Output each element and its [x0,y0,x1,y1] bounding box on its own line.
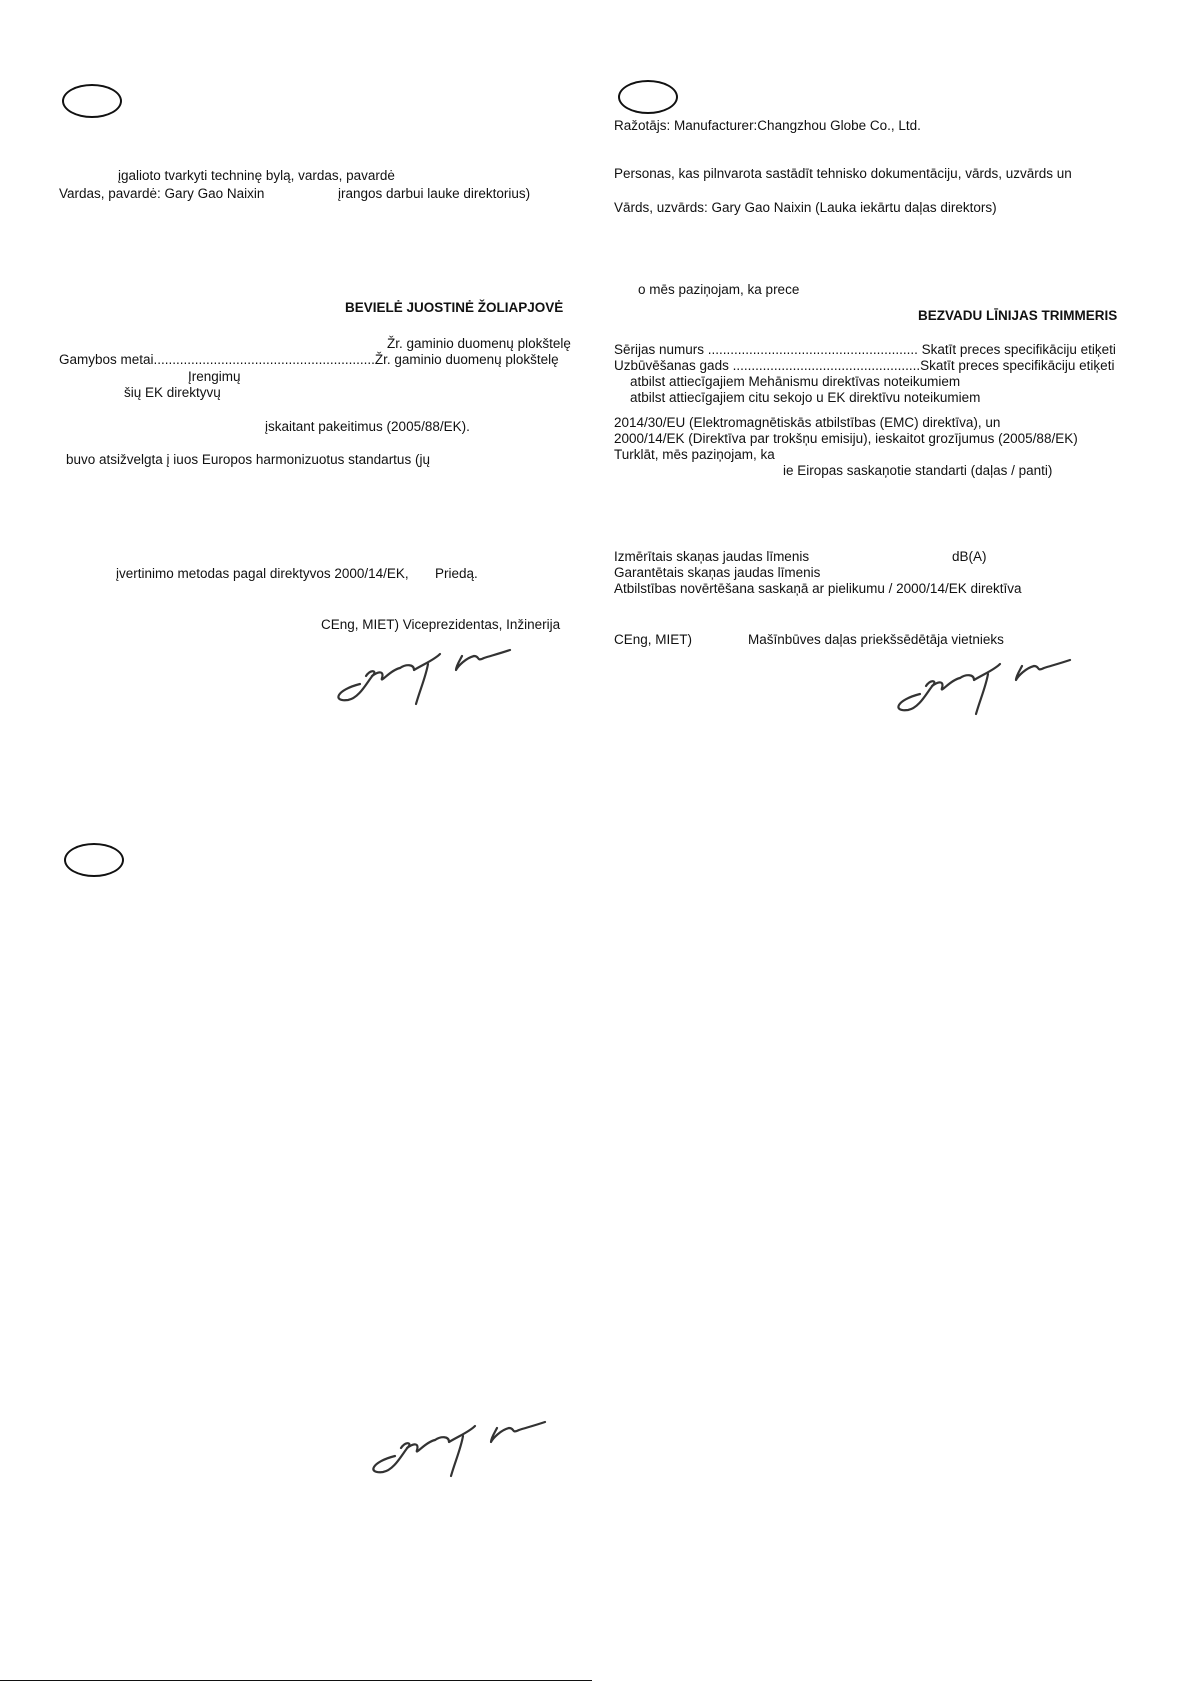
annex-label: Priedą. [435,566,478,581]
assessment-line: įvertinimo metodas pagal direktyvos 2000/14/EK, [116,566,409,581]
name-line: Vardas, pavardė: Gary Gao Naixin [59,186,265,201]
manufacturer-line: Ražotājs: Manufacturer:Changzhou Globe Co., Ltd. [614,118,921,133]
measured-noise-unit: dB(A) [952,549,987,564]
equipment-line: Įrengimų [188,369,241,384]
signatory-role: Mašīnbūves daļas priekšsēdētāja vietnieks [748,632,1004,647]
authorized-person-line: įgalioto tvarkyti techninę bylą, vardas, pavardė [118,168,395,183]
language-badge-lv [618,80,678,114]
measured-noise-label: Izmērītais skaņas jaudas līmenis [614,549,810,564]
language-badge-lt [62,84,122,118]
year-line-lv: Uzbūvēšanas gads ..................................................Skatīt preces specifikāciju etiķeti [614,358,1115,373]
serial-value: Žr. gaminio duomenų plokštelę [387,336,571,351]
product-title-lv: BEZVADU LĪNIJAS TRIMMERIS [918,308,1118,323]
amendments-line: įskaitant pakeitimus (2005/88/EK). [265,419,470,434]
signatory-line: CEng, MIET) Viceprezidentas, Inžinerija [321,617,561,632]
furthermore-line: Turklāt, mēs paziņojam, ka [614,447,775,462]
signature-left-top [330,640,540,712]
year-line: Gamybos metai...........................................................Žr. gaminio duomenų plokštelę [59,352,559,367]
serial-line-lv: Sērijas numurs ........................................................ Skatīt preces specifikāciju etiķeti [614,342,1116,357]
directives-line: šių EK direktyvų [124,385,221,400]
standards-line: buvo atsižvelgta į iuos Europos harmonizuotus standartus (jų [66,452,430,467]
signature-left-bottom [365,1412,575,1484]
declare-line: o mēs paziņojam, ka prece [638,282,800,297]
emc-directive-line: 2014/30/EU (Elektromagnētiskās atbilstības (EMC) direktīva), un [614,415,1001,430]
language-badge-bottom [64,843,124,877]
signature-right-top [890,650,1100,722]
noise-directive-line: 2000/14/EK (Direktīva par trokšņu emisiju), ieskaitot grozījumus (2005/88/EK) [614,431,1078,446]
standards-line-lv: ie Eiropas saskaņotie standarti (daļas / panti) [783,463,1053,478]
footer-rule [0,1680,592,1681]
signatory-cert: CEng, MIET) [614,632,693,647]
authorized-person-line-lv: Personas, kas pilnvarota sastādīt tehnisko dokumentāciju, vārds, uzvārds un [614,166,1072,181]
guaranteed-noise-label: Garantētais skaņas jaudas līmenis [614,565,821,580]
conformity-assessment-line: Atbilstības novērtēšana saskaņā ar pielikumu / 2000/14/EK direktīva [614,581,1022,596]
name-line-lv: Vārds, uzvārds: Gary Gao Naixin (Lauka iekārtu daļas direktors) [614,200,997,215]
role-line: įrangos darbui lauke direktorius) [338,186,531,201]
other-directives-line: atbilst attiecīgajiem citu sekojo u EK direktīvu noteikumiem [630,390,981,405]
product-title: BEVIELĖ JUOSTINĖ ŽOLIAPJOVĖ [345,300,564,315]
machinery-directive-line: atbilst attiecīgajiem Mehānismu direktīvas noteikumiem [630,374,961,389]
